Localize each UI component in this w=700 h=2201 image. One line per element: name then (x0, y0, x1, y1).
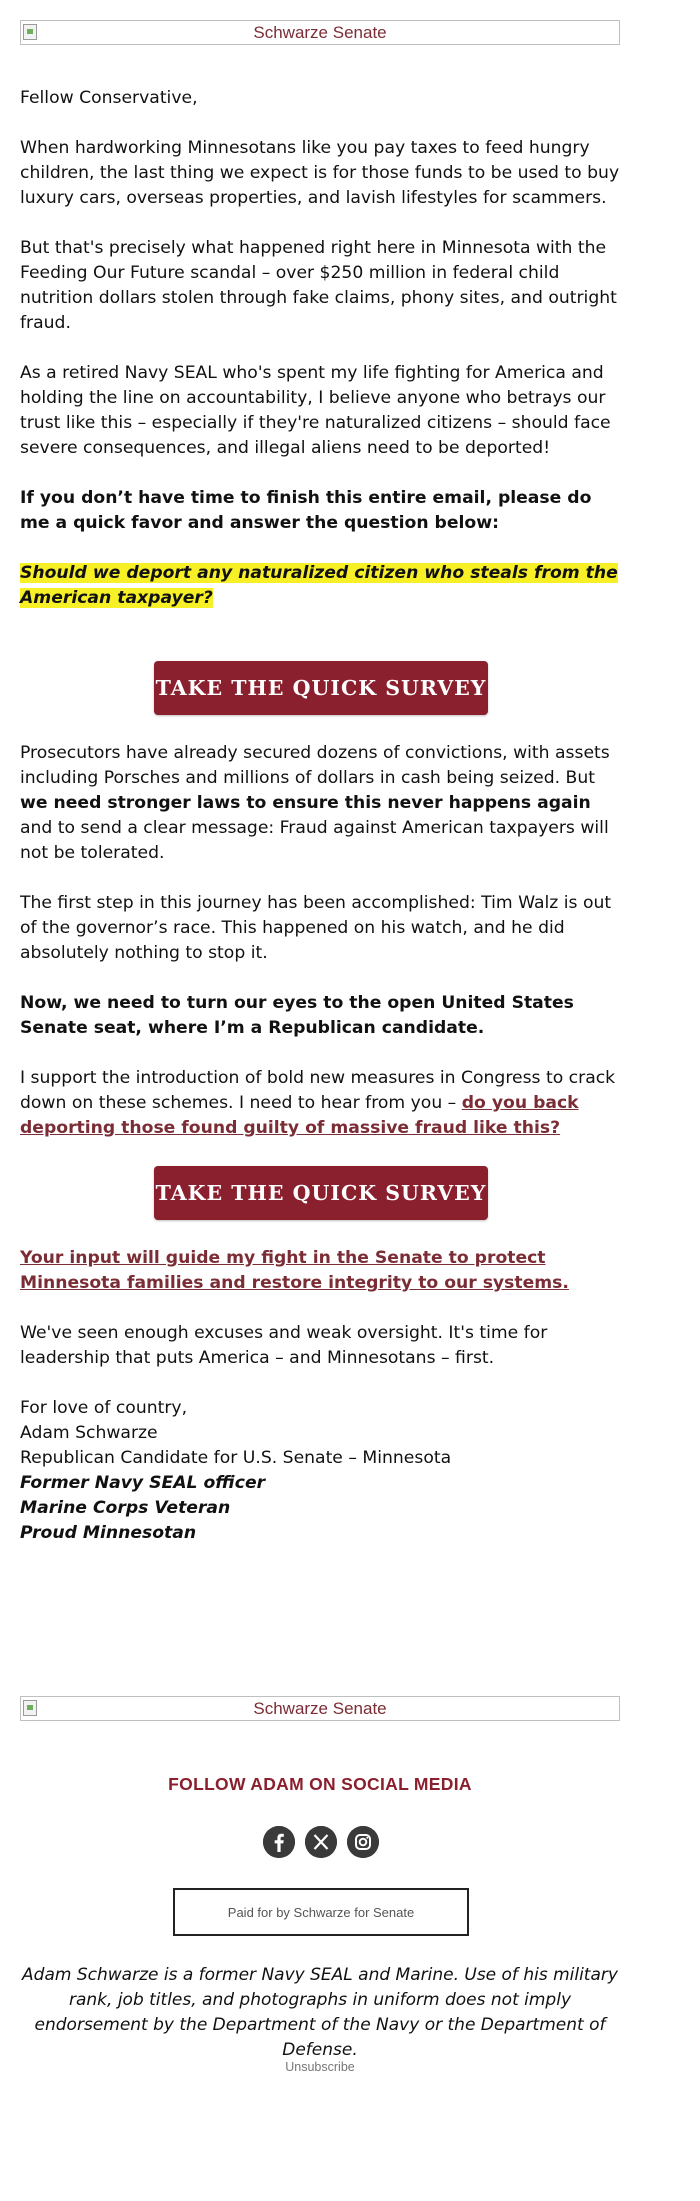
unsubscribe-link[interactable]: Unsubscribe (285, 2060, 355, 2074)
paragraph-8 (20, 1066, 624, 1141)
paragraph-5-text-b: and to send a clear message: Fraud against American taxpayers will not be tolerated. (20, 818, 609, 863)
take-survey-button-2[interactable]: TAKE THE QUICK SURVEY (154, 1166, 488, 1220)
facebook-icon[interactable] (263, 1826, 295, 1858)
broken-image-icon (23, 1700, 37, 1716)
signature-name: Adam Schwarze (20, 1423, 158, 1443)
survey-question (20, 561, 624, 611)
paragraph-6: The first step in this journey has been accomplished: Tim Walz is out of the governor’s race. This happened on his watch, and he did absolutely nothing to stop it. (20, 893, 612, 963)
signature-cred-1: Former Navy SEAL officer (20, 1473, 266, 1493)
social-icons (263, 1826, 379, 1858)
paragraph-2: But that's precisely what happened right here in Minnesota with the Feeding Our Future scandal – over $250 million in federal child nutrition dollars stolen through fake claims, phony sites, and outright fraud. (20, 238, 617, 333)
x-icon[interactable] (305, 1826, 337, 1858)
signature-cred-3: Proud Minnesotan (20, 1523, 197, 1543)
paragraph-5-bold: we need stronger laws to ensure this never happens again (20, 793, 591, 813)
take-survey-button-1[interactable]: TAKE THE QUICK SURVEY (154, 661, 488, 715)
highlighted-question: Should we deport any naturalized citizen who steals from the American taxpayer? (20, 563, 618, 608)
paragraph-7-bold: Now, we need to turn our eyes to the open United States Senate seat, where I’m a Republican candidate. (20, 993, 574, 1038)
instagram-icon[interactable] (347, 1826, 379, 1858)
paragraph-1: When hardworking Minnesotans like you pay taxes to feed hungry children, the last thing we expect is for those funds to be used to buy luxury cars, overseas properties, and lavish lifestyles for scammers. (20, 138, 620, 208)
signature-closing: For love of country, (20, 1398, 188, 1418)
paragraph-5 (20, 741, 624, 866)
paragraph-4-bold: If you don’t have time to finish this entire email, please do me a quick favor and answer the question below: (20, 488, 592, 533)
signature-title: Republican Candidate for U.S. Senate – Minnesota (20, 1448, 452, 1468)
paragraph-8-text: I support the introduction of bold new measures in Congress to crack down on these schemes. I need to hear from you – (20, 1068, 616, 1113)
disclaimer: Adam Schwarze is a former Navy SEAL and Marine. Use of his military rank, job titles, and photographs in uniform does not imply endorsement by the Department of the Navy or the Department of Defense. (22, 1965, 618, 2060)
greeting: Fellow Conservative, (20, 88, 198, 108)
paid-for-box: Paid for by Schwarze for Senate (173, 1888, 469, 1936)
header-banner-image[interactable] (20, 20, 620, 45)
input-guide-link[interactable]: Your input will guide my fight in the Senate to protect Minnesota families and restore integrity to our systems. (20, 1248, 569, 1293)
signature-cred-2: Marine Corps Veteran (20, 1498, 231, 1518)
signature-block (20, 1396, 624, 1546)
paragraph-5-text-a: Prosecutors have already secured dozens of convictions, with assets including Porsches and millions of dollars in cash being seized. But (20, 743, 610, 788)
paragraph-9: We've seen enough excuses and weak oversight. It's time for leadership that puts America – and Minnesotans – first. (20, 1323, 548, 1368)
footer-banner-alt: Schwarze Senate (253, 1698, 387, 1718)
footer-banner-image[interactable] (20, 1696, 620, 1721)
header-banner-alt: Schwarze Senate (253, 22, 387, 42)
broken-image-icon (23, 24, 37, 40)
survey-link[interactable]: do you back deporting those found guilty of massive fraud like this? (20, 1093, 579, 1138)
follow-heading: FOLLOW ADAM ON SOCIAL MEDIA (168, 1774, 472, 1794)
paragraph-3: As a retired Navy SEAL who's spent my life fighting for America and holding the line on accountability, I believe anyone who betrays our trust like this – especially if they're naturalized citizens – should face severe consequences, and illegal aliens need to be deported! (20, 363, 611, 458)
input-link-paragraph (20, 1246, 624, 1296)
